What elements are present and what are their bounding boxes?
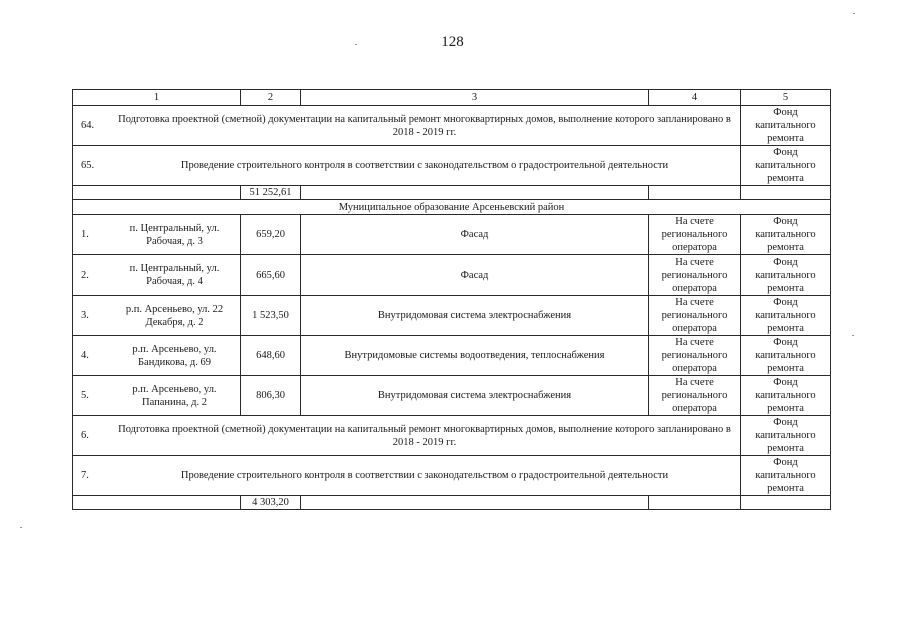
funding-source: Фонд капитального ремонта bbox=[741, 146, 831, 186]
total-row bbox=[73, 496, 831, 510]
address: р.п. Арсеньево, ул. 22 Декабря, д. 2 bbox=[125, 303, 224, 328]
amount: 659,20 bbox=[241, 215, 301, 255]
merged-description-cell bbox=[73, 146, 741, 186]
municipality-row bbox=[73, 200, 831, 215]
row-description: Проведение строительного контроля в соответствии с законодательством о градостроительной деятельности bbox=[180, 160, 669, 171]
row-number: 7. bbox=[81, 470, 89, 481]
header-col-3: 3 bbox=[301, 90, 649, 106]
row-number: 3. bbox=[81, 310, 89, 321]
address-cell bbox=[73, 215, 241, 255]
empty-cell bbox=[741, 186, 831, 200]
address: п. Центральный, ул. Рабочая, д. 4 bbox=[129, 263, 220, 287]
table-row bbox=[73, 416, 831, 456]
address-cell bbox=[73, 336, 241, 376]
row-number: 1. bbox=[81, 229, 89, 240]
account-type: На счете регионального оператора bbox=[649, 215, 741, 255]
address: р.п. Арсеньево, ул. Папанина, д. 2 bbox=[132, 383, 217, 408]
merged-description-cell bbox=[73, 456, 741, 496]
amount: 665,60 bbox=[241, 255, 301, 296]
address-cell bbox=[73, 296, 241, 336]
empty-cell bbox=[741, 496, 831, 510]
address-cell bbox=[73, 255, 241, 296]
empty-cell bbox=[649, 496, 741, 510]
header-col-4: 4 bbox=[649, 90, 741, 106]
merged-description-cell bbox=[73, 416, 741, 456]
table-row bbox=[73, 296, 831, 336]
amount: 1 523,50 bbox=[241, 296, 301, 336]
funding-source: Фонд капитального ремонта bbox=[741, 456, 831, 496]
funding-source: Фонд капитального ремонта bbox=[741, 215, 831, 255]
work-type: Фасад bbox=[301, 255, 649, 296]
scan-speck bbox=[852, 335, 854, 336]
table-row bbox=[73, 106, 831, 146]
table-row bbox=[73, 456, 831, 496]
row-description: Проведение строительного контроля в соответствии с законодательством о градостроительной деятельности bbox=[180, 470, 669, 481]
account-type: На счете регионального оператора bbox=[649, 336, 741, 376]
header-col-1: 1 bbox=[73, 90, 241, 106]
empty-cell bbox=[73, 496, 241, 510]
row-description: Подготовка проектной (сметной) документации на капитальный ремонт многоквартирных домов, выполнение которого запланировано в 2018 - 2019 гг. bbox=[118, 423, 731, 448]
funding-source: Фонд капитального ремонта bbox=[741, 255, 831, 296]
table-row bbox=[73, 376, 831, 416]
table-row bbox=[73, 336, 831, 376]
account-type: На счете регионального оператора bbox=[649, 255, 741, 296]
empty-cell bbox=[301, 186, 649, 200]
amount: 806,30 bbox=[241, 376, 301, 416]
address-cell bbox=[73, 376, 241, 416]
funding-source: Фонд капитального ремонта bbox=[741, 336, 831, 376]
table-row bbox=[73, 215, 831, 255]
table-row bbox=[73, 255, 831, 296]
empty-cell bbox=[301, 496, 649, 510]
row-number: 4. bbox=[81, 350, 89, 361]
row-number: 64. bbox=[81, 120, 95, 131]
empty-cell bbox=[73, 186, 241, 200]
funding-source: Фонд капитального ремонта bbox=[741, 106, 831, 146]
scan-speck bbox=[20, 527, 22, 528]
page-number: 128 bbox=[441, 34, 464, 50]
funding-source: Фонд капитального ремонта bbox=[741, 376, 831, 416]
merged-description-cell bbox=[73, 106, 741, 146]
total-amount: 4 303,20 bbox=[241, 496, 301, 510]
row-number: 6. bbox=[81, 430, 89, 441]
work-type: Фасад bbox=[301, 215, 649, 255]
scan-speck bbox=[355, 44, 357, 45]
scan-speck bbox=[853, 13, 855, 14]
municipality-title: Муниципальное образование Арсеньевский район bbox=[73, 200, 831, 215]
work-type: Внутридомовая система электроснабжения bbox=[301, 296, 649, 336]
table-row bbox=[73, 146, 831, 186]
header-col-2: 2 bbox=[241, 90, 301, 106]
row-number: 5. bbox=[81, 390, 89, 401]
total-amount: 51 252,61 bbox=[241, 186, 301, 200]
header-col-5: 5 bbox=[741, 90, 831, 106]
account-type: На счете регионального оператора bbox=[649, 296, 741, 336]
total-row bbox=[73, 186, 831, 200]
work-type: Внутридомовые системы водоотведения, теплоснабжения bbox=[301, 336, 649, 376]
row-number: 65. bbox=[81, 160, 95, 171]
account-type: На счете регионального оператора bbox=[649, 376, 741, 416]
amount: 648,60 bbox=[241, 336, 301, 376]
row-number: 2. bbox=[81, 269, 89, 281]
funding-source: Фонд капитального ремонта bbox=[741, 416, 831, 456]
row-description: Подготовка проектной (сметной) документации на капитальный ремонт многоквартирных домов, выполнение которого запланировано в 2018 - 2019 гг. bbox=[118, 113, 731, 138]
table-header-row bbox=[73, 90, 831, 106]
funding-source: Фонд капитального ремонта bbox=[741, 296, 831, 336]
address: п. Центральный, ул. Рабочая, д. 3 bbox=[129, 222, 220, 247]
address: р.п. Арсеньево, ул. Бандикова, д. 69 bbox=[132, 343, 217, 368]
empty-cell bbox=[649, 186, 741, 200]
capital-repair-table bbox=[72, 89, 831, 510]
work-type: Внутридомовая система электроснабжения bbox=[301, 376, 649, 416]
